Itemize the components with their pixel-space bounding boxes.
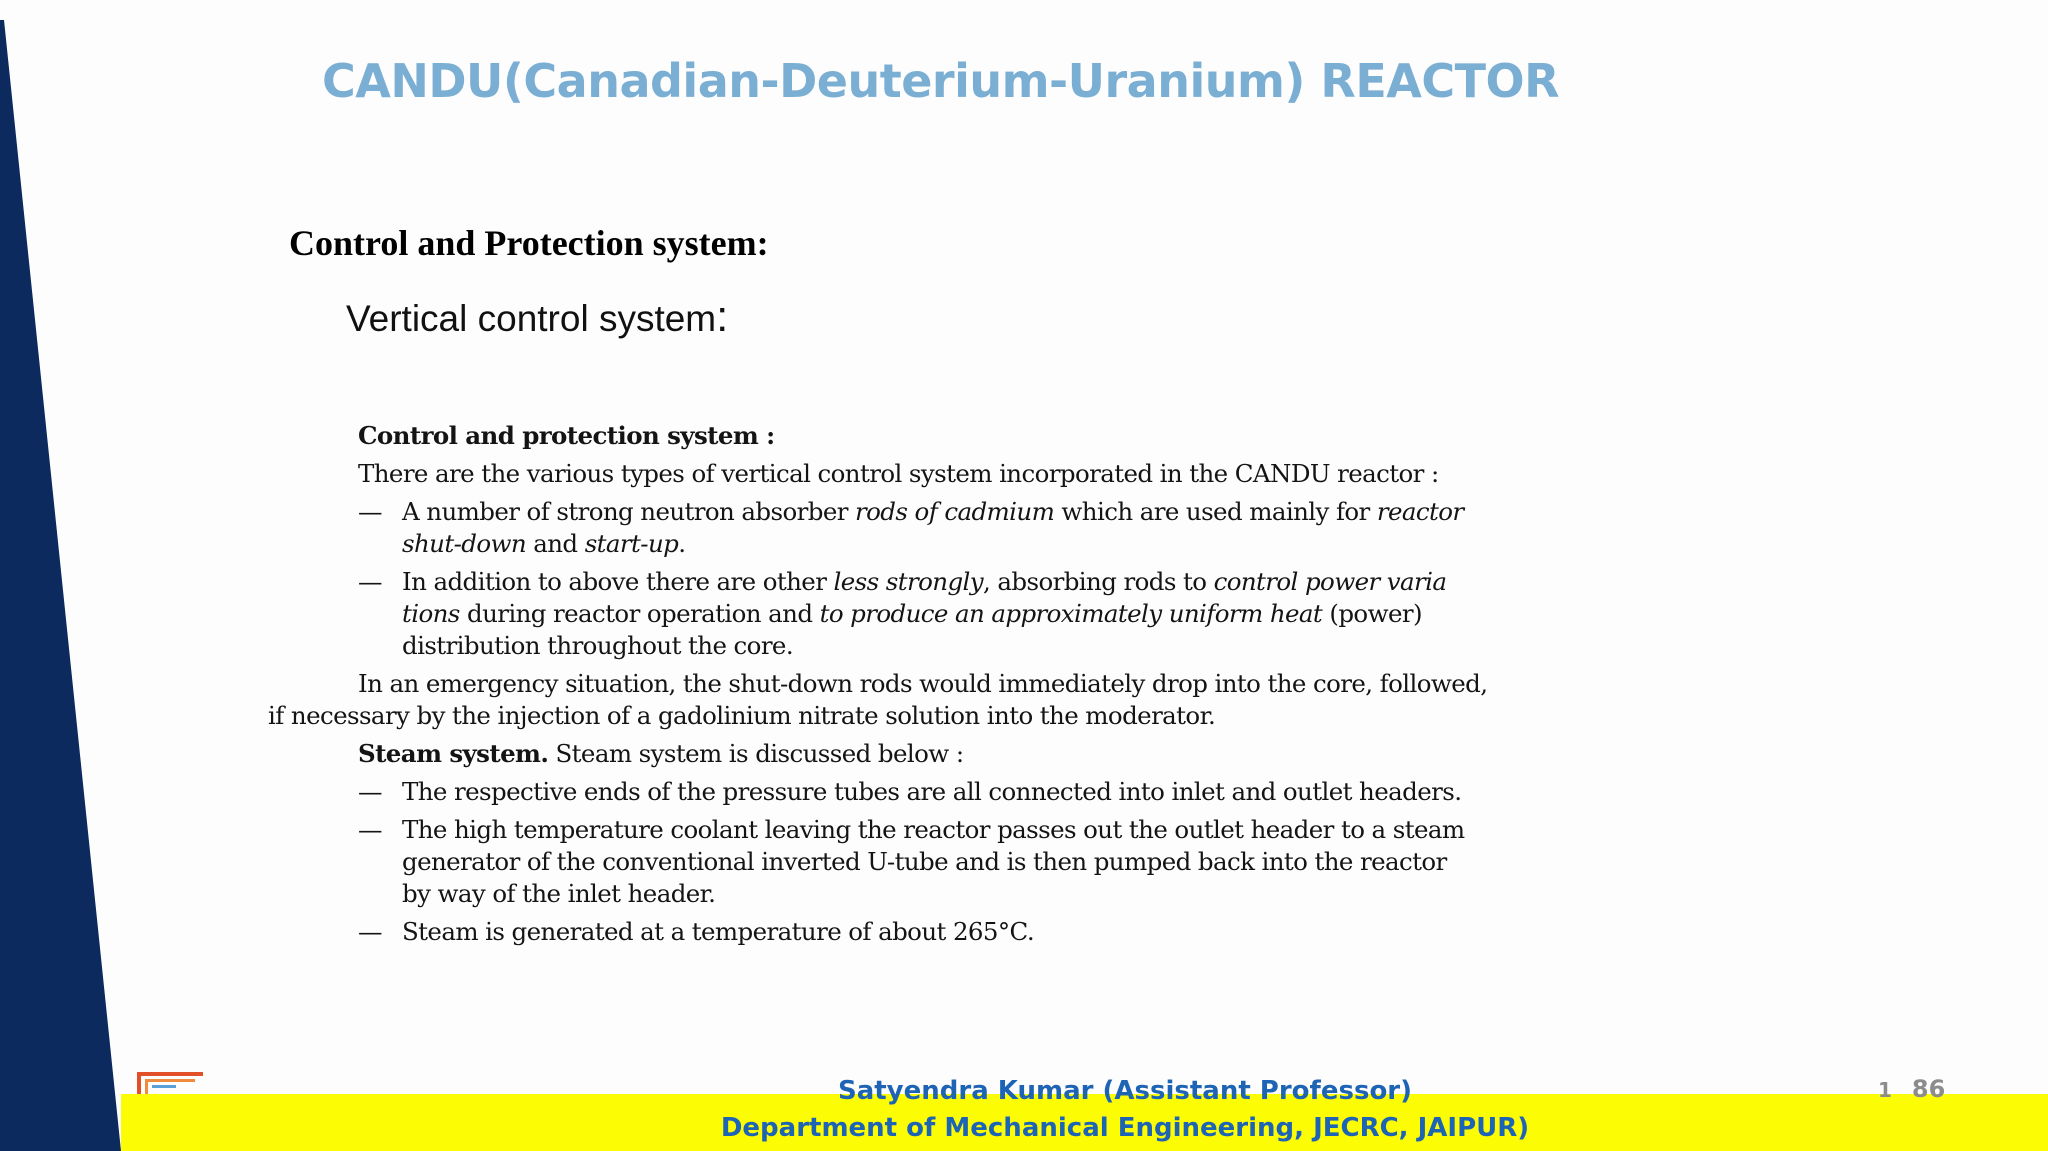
steam-bullet-3-text: Steam is generated at a temperature of about 265°C. (402, 917, 1035, 946)
bullet-1-text-f: and (526, 529, 585, 558)
steam-bullet-1-text: The respective ends of the pressure tubes are all connected into inlet and outlet headers. (402, 777, 1462, 806)
bullet-1-text-e: shut-down (402, 529, 527, 558)
bullet-dash: — (358, 815, 382, 844)
page-number (1878, 1075, 1945, 1103)
bullet-2-text-d: control power varia (1213, 567, 1447, 596)
slide-title: CANDU(Canadian-Deuterium-Uranium) REACTOR (322, 54, 1560, 108)
bullet-2-text-f: during reactor operation and (459, 599, 820, 628)
bullet-1-text-b: rods of cadmium (855, 497, 1055, 526)
steam-heading: Steam system. (358, 739, 549, 768)
bullet-2-text-e: tions (402, 599, 460, 628)
steam-intro (268, 738, 1518, 770)
emergency-line-1: In an emergency situation, the shut-down rods would immediately drop into the core, followed, (358, 669, 1488, 698)
page-number-small: 1 (1878, 1078, 1892, 1102)
bullet-1-text-a: A number of strong neutron absorber (402, 497, 856, 526)
bullet-2-text-a: In addition to above there are other (402, 567, 834, 596)
bullet-2-text-g: to produce an approximately uniform heat (819, 599, 1323, 628)
scanned-text-block (268, 420, 1518, 948)
steam-bullet-2-line-2: generator of the conventional inverted U-tube and is then pumped back into the reactor (402, 847, 1447, 876)
bullet-dash: — (358, 777, 382, 806)
page-number-main: 86 (1911, 1075, 1946, 1103)
subheading-text: Vertical control system (346, 298, 717, 339)
subheading-colon: : (716, 292, 729, 341)
steam-intro-text: Steam system is discussed below : (548, 739, 964, 768)
bullet-1 (268, 496, 1518, 560)
bullet-dash: — (358, 917, 382, 946)
section-heading: Control and Protection system: (289, 223, 769, 263)
bullet-2-text-i: distribution throughout the core. (402, 631, 794, 660)
bullet-1-text-d: reactor (1376, 497, 1464, 526)
bullet-1-text-g: start-up (584, 529, 679, 558)
footer-author: Satyendra Kumar (Assistant Professor) (837, 1076, 1413, 1106)
emergency-line-2: if necessary by the injection of a gadolinium nitrate solution into the moderator. (268, 701, 1216, 730)
scan-intro: There are the various types of vertical control system incorporated in the CANDU reactor : (358, 459, 1439, 488)
left-navy-band (0, 0, 130, 1151)
scan-heading-text: Control and protection system : (358, 421, 775, 450)
scan-heading (268, 420, 1518, 452)
bullet-2 (268, 566, 1518, 662)
steam-bullet-2 (268, 814, 1518, 910)
bullet-dash: — (358, 497, 382, 526)
bullet-2-text-h: (power) (1322, 599, 1422, 628)
steam-bullet-3 (268, 916, 1518, 948)
steam-bullet-2-line-3: by way of the inlet header. (402, 879, 716, 908)
bullet-1-text-h: . (678, 529, 686, 558)
bullet-2-text-c: , absorbing rods to (983, 567, 1214, 596)
subheading (346, 292, 728, 342)
bullet-dash: — (358, 567, 382, 596)
steam-bullet-1 (268, 776, 1518, 808)
bullet-2-text-b: less strongly (833, 567, 984, 596)
footer-department: Department of Mechanical Engineering, JECRC, JAIPUR) (720, 1113, 1530, 1143)
steam-bullet-2-line-1: The high temperature coolant leaving the reactor passes out the outlet header to a steam (402, 815, 1465, 844)
bullet-1-text-c: which are used mainly for (1054, 497, 1377, 526)
